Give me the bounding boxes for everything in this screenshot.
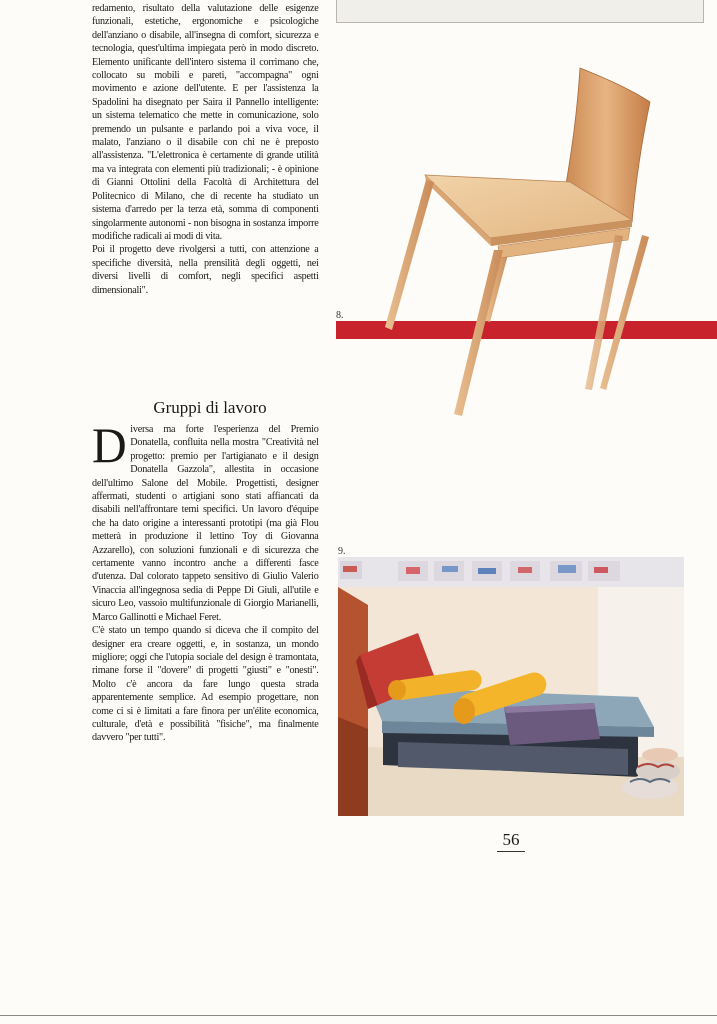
top-photo-fragment	[336, 0, 704, 23]
paragraph: Poi il progetto deve rivolgersi a tutti, con attenzione a specifiche diversità, nella prensilità degli oggetti, nei diversi livelli di comfort, negli specifici aspetti dimensionali".	[92, 244, 319, 296]
section-heading: Gruppi di lavoro	[153, 398, 267, 418]
paragraph-text: iversa ma forte l'esperienza del Premio Donatella, confluita nella mostra "Creatività nel progetto: premio per l'artigianato e il design Donatella Gazzola", allestita in occasione dell'ultimo Salone del Mobile. Progettisti, designer affermati, studenti o artigiani sono stati affiancati da disabili nell'affrontare temi specifici. Un lavoro d'équipe che ha dato origine a interessanti prototipi (ma già Flou metterà in produzione il lettino Toy di Giovanna Azzarello), con soluzioni funzionali e di sicurezza che certamente vanno incontro anche a differenti fasce d'utenza. Dal colorato tappeto sensitivo di Giulio Valerio Vinaccia all'ingegnosa sedia di Peppe Di Giuli, all'utile e sicuro Leo, vassoio multifunzionale di Giorgio Marianelli, Marco Gallinotti e Michael Feret.	[92, 424, 319, 623]
page-edge-rule	[0, 1015, 717, 1016]
article-column-bottom	[92, 417, 319, 745]
paragraph: redamento, risultato della valutazione delle esigenze funzionali, estetiche, ergonomiche e psicologiche dell'anziano o disabile, all'insegna di comfort, sicurezza e tecnologia, quest'ultima impiegata però in modo discreto. Elemento unificante dell'intero sistema il corrimano che, collocato su mobili e pareti, "accompagna" ogni movimento e azione dell'utente. E per l'assistenza la Spadolini ha disegnato per Saira il Pannello intelligente: un sistema telematico che mette in comunicazione, solo premendo un pulsante e parlando poi a viva voce, il malato, l'anziano o il disabile con chi ne è preposto all'assistenza. "L'elettronica è certamente di grande utilità ma va integrata con elementi più tradizionali; - è opinione di Gianni Ottolini della Facoltà di Architettura del Politecnico di Milano, che di recente ha studiato un sistema d'arredo per la terza età, somma di componenti singolarmente autonomi - non bisogna in sostanza imporre modifiche radicali ai modi di vita.	[92, 3, 319, 242]
paragraph	[92, 417, 319, 624]
page-number: 56	[497, 830, 525, 852]
chair-illustration	[370, 60, 670, 420]
figure-8-label: 8.	[336, 310, 344, 321]
drop-cap: D	[92, 417, 127, 473]
daybed-photo	[338, 557, 684, 816]
paragraph: C'è stato un tempo quando si diceva che il compito del designer era creare oggetti, e, in sostanza, un mondo migliore; oggi che l'utopia sociale del design è tramontata, rimane forse il "dovere" di progetti "giusti" e "onesti". Molto c'è ancora da fare lungo questa strada apparentemente semplice. Ad esempio progettare, non come ci si è limitati a fare finora per un'élite economica, culturale, d'età e possibilità "fisiche", ma finalmente davvero "per tutti".	[92, 625, 319, 744]
article-column-top	[92, 2, 319, 297]
figure-9-label: 9.	[338, 546, 346, 557]
